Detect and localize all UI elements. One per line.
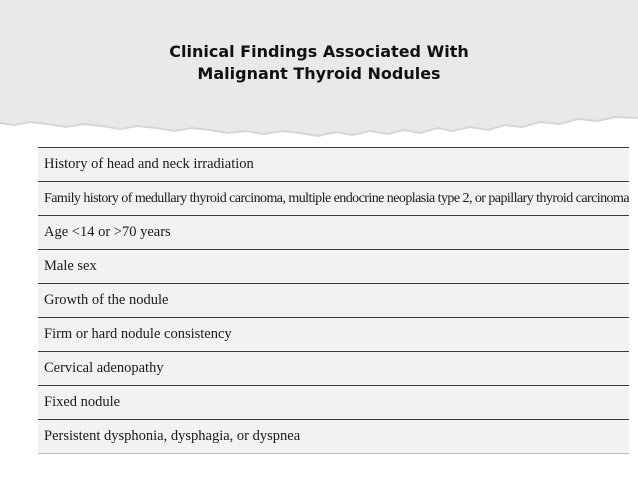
- finding-cell: Male sex: [38, 250, 629, 284]
- slide-title-line-2: Malignant Thyroid Nodules: [197, 64, 441, 83]
- finding-cell: Cervical adenopathy: [38, 352, 629, 386]
- clinical-findings-table: [38, 147, 629, 454]
- table-row: [38, 250, 629, 284]
- slide-title: [0, 41, 638, 85]
- table-row: [38, 148, 629, 182]
- slide-title-line-1: Clinical Findings Associated With: [169, 42, 469, 61]
- finding-cell: Fixed nodule: [38, 386, 629, 420]
- finding-cell: Persistent dysphonia, dysphagia, or dyspnea: [38, 420, 629, 454]
- finding-cell: Growth of the nodule: [38, 284, 629, 318]
- table-row: [38, 420, 629, 454]
- table-row: [38, 284, 629, 318]
- table-row: [38, 216, 629, 250]
- finding-cell: Firm or hard nodule consistency: [38, 318, 629, 352]
- finding-cell: Age <14 or >70 years: [38, 216, 629, 250]
- finding-cell: History of head and neck irradiation: [38, 148, 629, 182]
- table-row: [38, 386, 629, 420]
- table-row: [38, 318, 629, 352]
- finding-cell: Family history of medullary thyroid carcinoma, multiple endocrine neoplasia type 2, or papillary thyroid carcinoma: [38, 182, 629, 216]
- table-row: [38, 182, 629, 216]
- table-row: [38, 352, 629, 386]
